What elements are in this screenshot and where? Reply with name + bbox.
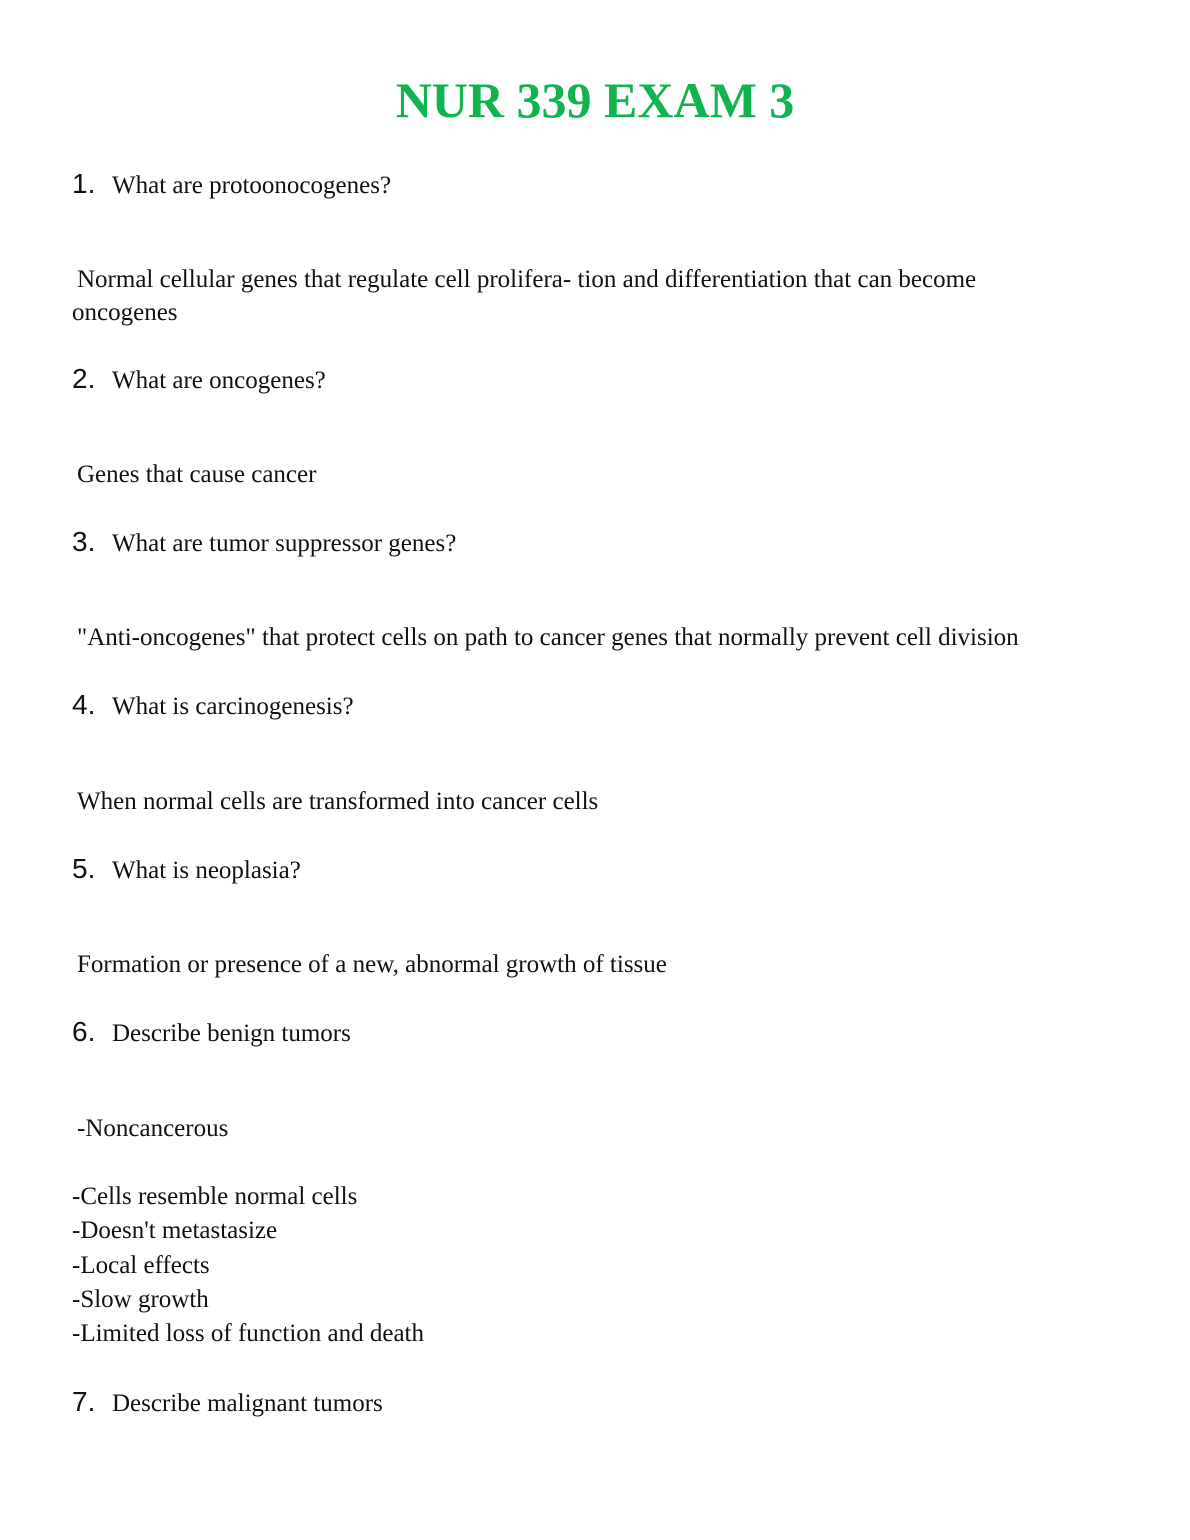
question-text: Describe malignant tumors (112, 1390, 383, 1417)
list-item: -Cells resemble normal cells (72, 1183, 358, 1210)
question-4 (72, 689, 354, 725)
list-item: -Doesn't metastasize (72, 1217, 278, 1245)
answer-5: Formation or presence of a new, abnormal growth of tissue (77, 951, 667, 978)
question-5 (72, 853, 301, 889)
question-text: Describe benign tumors (112, 1020, 351, 1047)
question-number: 6. (72, 1016, 96, 1047)
question-number: 5. (72, 853, 96, 884)
question-6 (72, 1016, 351, 1052)
answer-4: When normal cells are transformed into cancer cells (77, 788, 599, 815)
question-number: 1. (72, 168, 96, 199)
question-text: What are tumor suppressor genes? (112, 530, 457, 557)
answer-6-first: -Noncancerous (77, 1115, 229, 1142)
answer-1-line-1: Normal cellular genes that regulate cell prolifera- tion and differentiation that can become (77, 266, 977, 293)
question-7 (72, 1386, 383, 1422)
question-number: 3. (72, 526, 96, 557)
question-text: What is carcinogenesis? (112, 693, 354, 720)
question-text: What is neoplasia? (112, 857, 301, 884)
document-title: NUR 339 EXAM 3 (395, 72, 795, 128)
answer-1-line-2: oncogenes (72, 299, 178, 326)
list-item: -Slow growth (72, 1285, 209, 1313)
question-2 (72, 363, 326, 399)
question-number: 4. (72, 689, 96, 720)
answer-6-list (72, 1180, 424, 1351)
answer-3: "Anti-oncogenes" that protect cells on path to cancer genes that normally prevent cell division (77, 624, 1019, 651)
list-item: -Limited loss of function and death (72, 1320, 425, 1348)
list-item: -Local effects (72, 1251, 210, 1279)
question-3 (72, 526, 456, 562)
question-1 (72, 168, 391, 204)
question-number: 7. (72, 1386, 96, 1417)
answer-2: Genes that cause cancer (77, 461, 317, 488)
question-text: What are oncogenes? (112, 367, 326, 394)
question-number: 2. (72, 363, 96, 394)
question-text: What are protoonocogenes? (112, 172, 392, 199)
